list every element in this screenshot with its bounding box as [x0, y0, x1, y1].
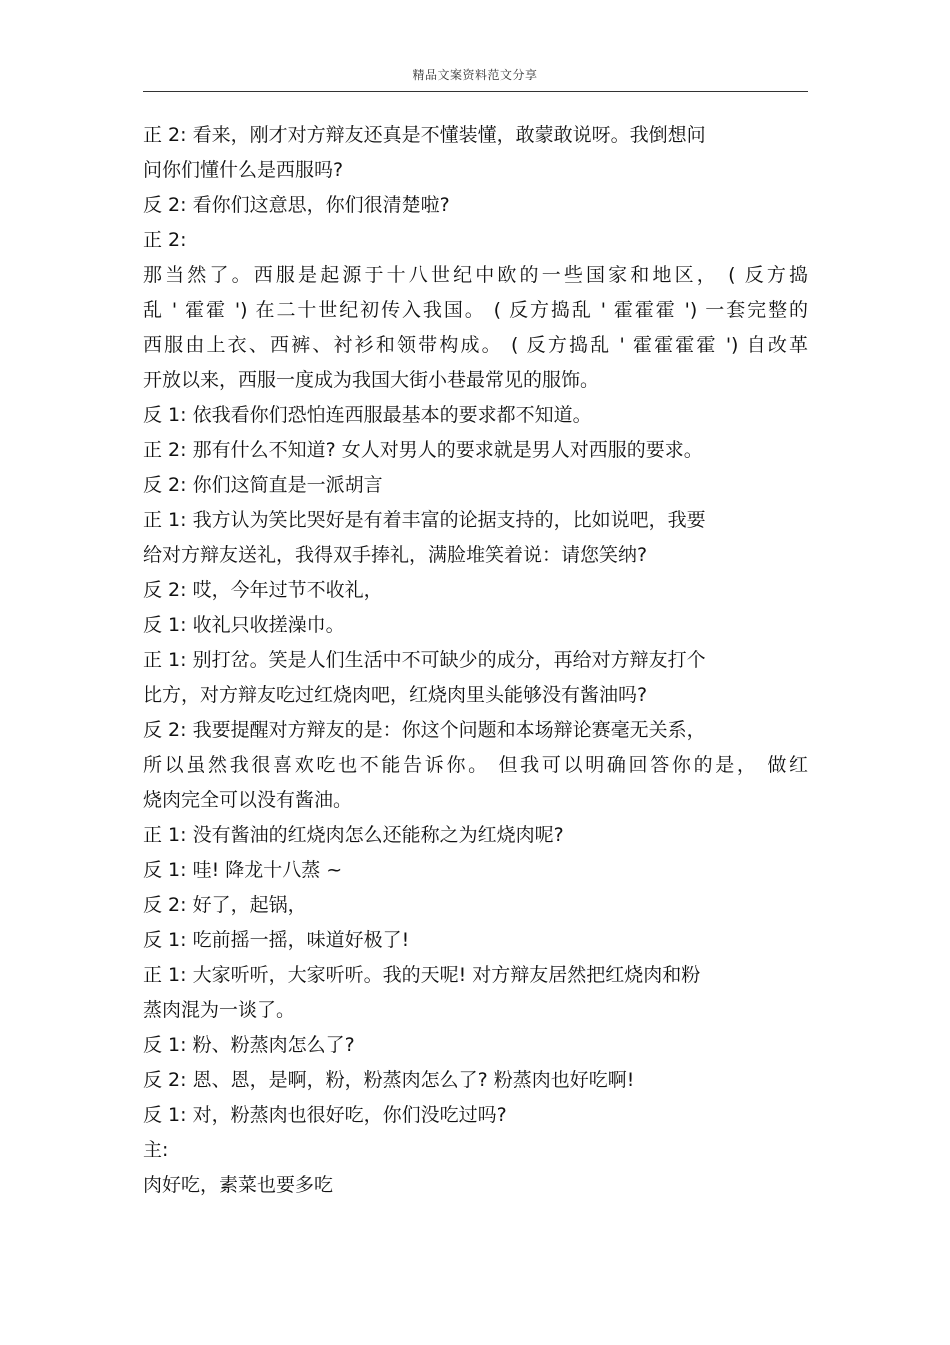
dialogue-line: 给对方辩友送礼，我得双手捧礼，满脸堆笑着说：请您笑纳? [143, 544, 648, 566]
dialogue-line: 比方，对方辩友吃过红烧肉吧，红烧肉里头能够没有酱油吗? [143, 684, 648, 706]
dialogue-line: 反 2: 看你们这意思，你们很清楚啦? [143, 194, 450, 216]
dialogue-line: 正 1: 我方认为笑比哭好是有着丰富的论据支持的，比如说吧，我要 [143, 509, 706, 531]
dialogue-line: 开放以来，西服一度成为我国大街小巷最常见的服饰。 [143, 369, 600, 391]
dialogue-line: 反 2: 好了，起锅， [143, 894, 307, 916]
dialogue-line: 主: [143, 1139, 169, 1161]
dialogue-line: 正 1: 别打岔。笑是人们生活中不可缺少的成分，再给对方辩友打个 [143, 649, 706, 671]
dialogue-line: 蒸肉混为一谈了。 [143, 999, 296, 1021]
dialogue-line: 反 2: 恩、恩，是啊，粉，粉蒸肉怎么了? 粉蒸肉也好吃啊! [143, 1069, 635, 1091]
dialogue-line: 反 1: 收礼只收搓澡巾。 [143, 614, 345, 636]
dialogue-line: 反 1: 粉、粉蒸肉怎么了? [143, 1034, 355, 1056]
dialogue-line: 西服由上衣、西裤、衬衫和领带构成。 ( 反方捣乱 ' 霍霍霍霍 ') 自改革 [143, 334, 808, 356]
dialogue-line: 烧肉完全可以没有酱油。 [143, 789, 353, 811]
dialogue-line: 正 2: [143, 229, 187, 251]
dialogue-line: 问你们懂什么是西服吗? [143, 159, 344, 181]
dialogue-line: 所以虽然我很喜欢吃也不能告诉你。 但我可以明确回答你的是， 做红 [143, 754, 808, 776]
page-header: 精品文案资料范文分享 [412, 68, 538, 82]
dialogue-line: 那当然了。西服是起源于十八世纪中欧的一些国家和地区， ( 反方捣 [143, 264, 808, 286]
dialogue-line: 反 2: 我要提醒对方辩友的是：你这个问题和本场辩论赛毫无关系， [143, 719, 706, 741]
header-divider [143, 91, 808, 92]
dialogue-line: 乱 ' 霍霍 ') 在二十世纪初传入我国。 ( 反方捣乱 ' 霍霍霍 ') 一套完整的 [143, 299, 808, 321]
dialogue-line: 正 1: 没有酱油的红烧肉怎么还能称之为红烧肉呢? [143, 824, 564, 846]
document-body [143, 118, 808, 1203]
dialogue-line: 反 2: 你们这简直是一派胡言 [143, 474, 383, 496]
dialogue-line: 正 1: 大家听听，大家听听。我的天呢! 对方辩友居然把红烧肉和粉 [143, 964, 701, 986]
dialogue-line: 正 2: 那有什么不知道? 女人对男人的要求就是男人对西服的要求。 [143, 439, 703, 461]
dialogue-line: 正 2: 看来，刚才对方辩友还真是不懂装懂，敢蒙敢说呀。我倒想问 [143, 124, 706, 146]
dialogue-line: 反 1: 哇! 降龙十八蒸 ~ [143, 859, 343, 881]
dialogue-line: 反 1: 对，粉蒸肉也很好吃，你们没吃过吗? [143, 1104, 507, 1126]
dialogue-line: 反 1: 吃前摇一摇，味道好极了! [143, 929, 410, 951]
dialogue-line: 反 1: 依我看你们恐怕连西服最基本的要求都不知道。 [143, 404, 592, 426]
dialogue-line: 肉好吃，素菜也要多吃 [143, 1174, 334, 1196]
dialogue-line: 反 2: 哎，今年过节不收礼， [143, 579, 383, 601]
